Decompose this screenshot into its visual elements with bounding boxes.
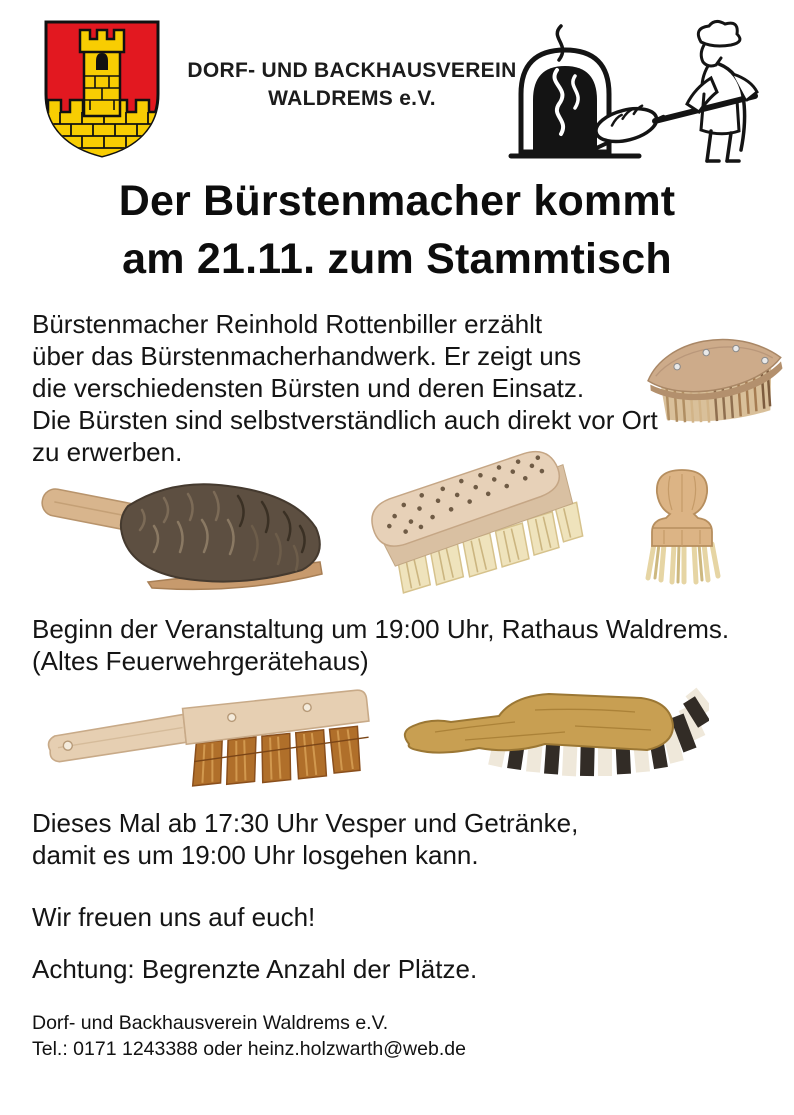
notice-text: Achtung: Begrenzte Anzahl der Plätze. [32, 954, 478, 984]
vesper-line2: damit es um 19:00 Uhr losgehen kann. [32, 840, 479, 870]
event-line2: (Altes Feuerwehrgerätehaus) [32, 646, 369, 676]
coir-hand-brush-image [38, 680, 384, 800]
footer-contact-line: Tel.: 0171 1243388 oder heinz.holzwarth@web.de [32, 1038, 466, 1060]
intro-line: zu erwerben. [32, 437, 183, 467]
page-title-line1: Der Bürstenmacher kommt [118, 177, 676, 225]
page-title-line2: am 21.11. zum Stammtisch [122, 235, 672, 283]
striped-pot-brush-image [395, 670, 709, 784]
event-line1: Beginn der Veranstaltung um 19:00 Uhr, Rathaus Waldrems. [32, 614, 730, 644]
vesper-line1: Dieses Mal ab 17:30 Uhr Vesper und Getränke, [32, 808, 579, 838]
intro-line: die verschiedensten Bürsten und deren Einsatz. [32, 373, 585, 403]
vesper-info [32, 807, 578, 871]
baker-oven-icon [505, 18, 773, 166]
oval-scrub-brush-image [640, 318, 792, 436]
event-info [32, 613, 729, 677]
intro-line: Die Bürsten sind selbstverständlich auch direkt vor Ort [32, 405, 658, 435]
perforated-scrub-brush-image [362, 440, 594, 604]
footer [32, 1010, 466, 1062]
org-title [166, 57, 538, 113]
org-title-line2: WALDREMS e.V. [268, 87, 436, 110]
coat-of-arms-icon [38, 16, 166, 162]
intro-line: über das Bürstenmacherhandwerk. Er zeigt uns [32, 341, 582, 371]
dust-brush-image [30, 470, 336, 606]
intro-line: Bürstenmacher Reinhold Rottenbiller erzählt [32, 309, 543, 339]
footer-org-line: Dorf- und Backhausverein Waldrems e.V. [32, 1012, 389, 1034]
org-title-line1: DORF- UND BACKHAUSVEREIN [187, 59, 517, 82]
closing-text: Wir freuen uns auf euch! [32, 902, 316, 932]
round-pot-brush-image [634, 466, 730, 592]
page-title [0, 172, 794, 288]
